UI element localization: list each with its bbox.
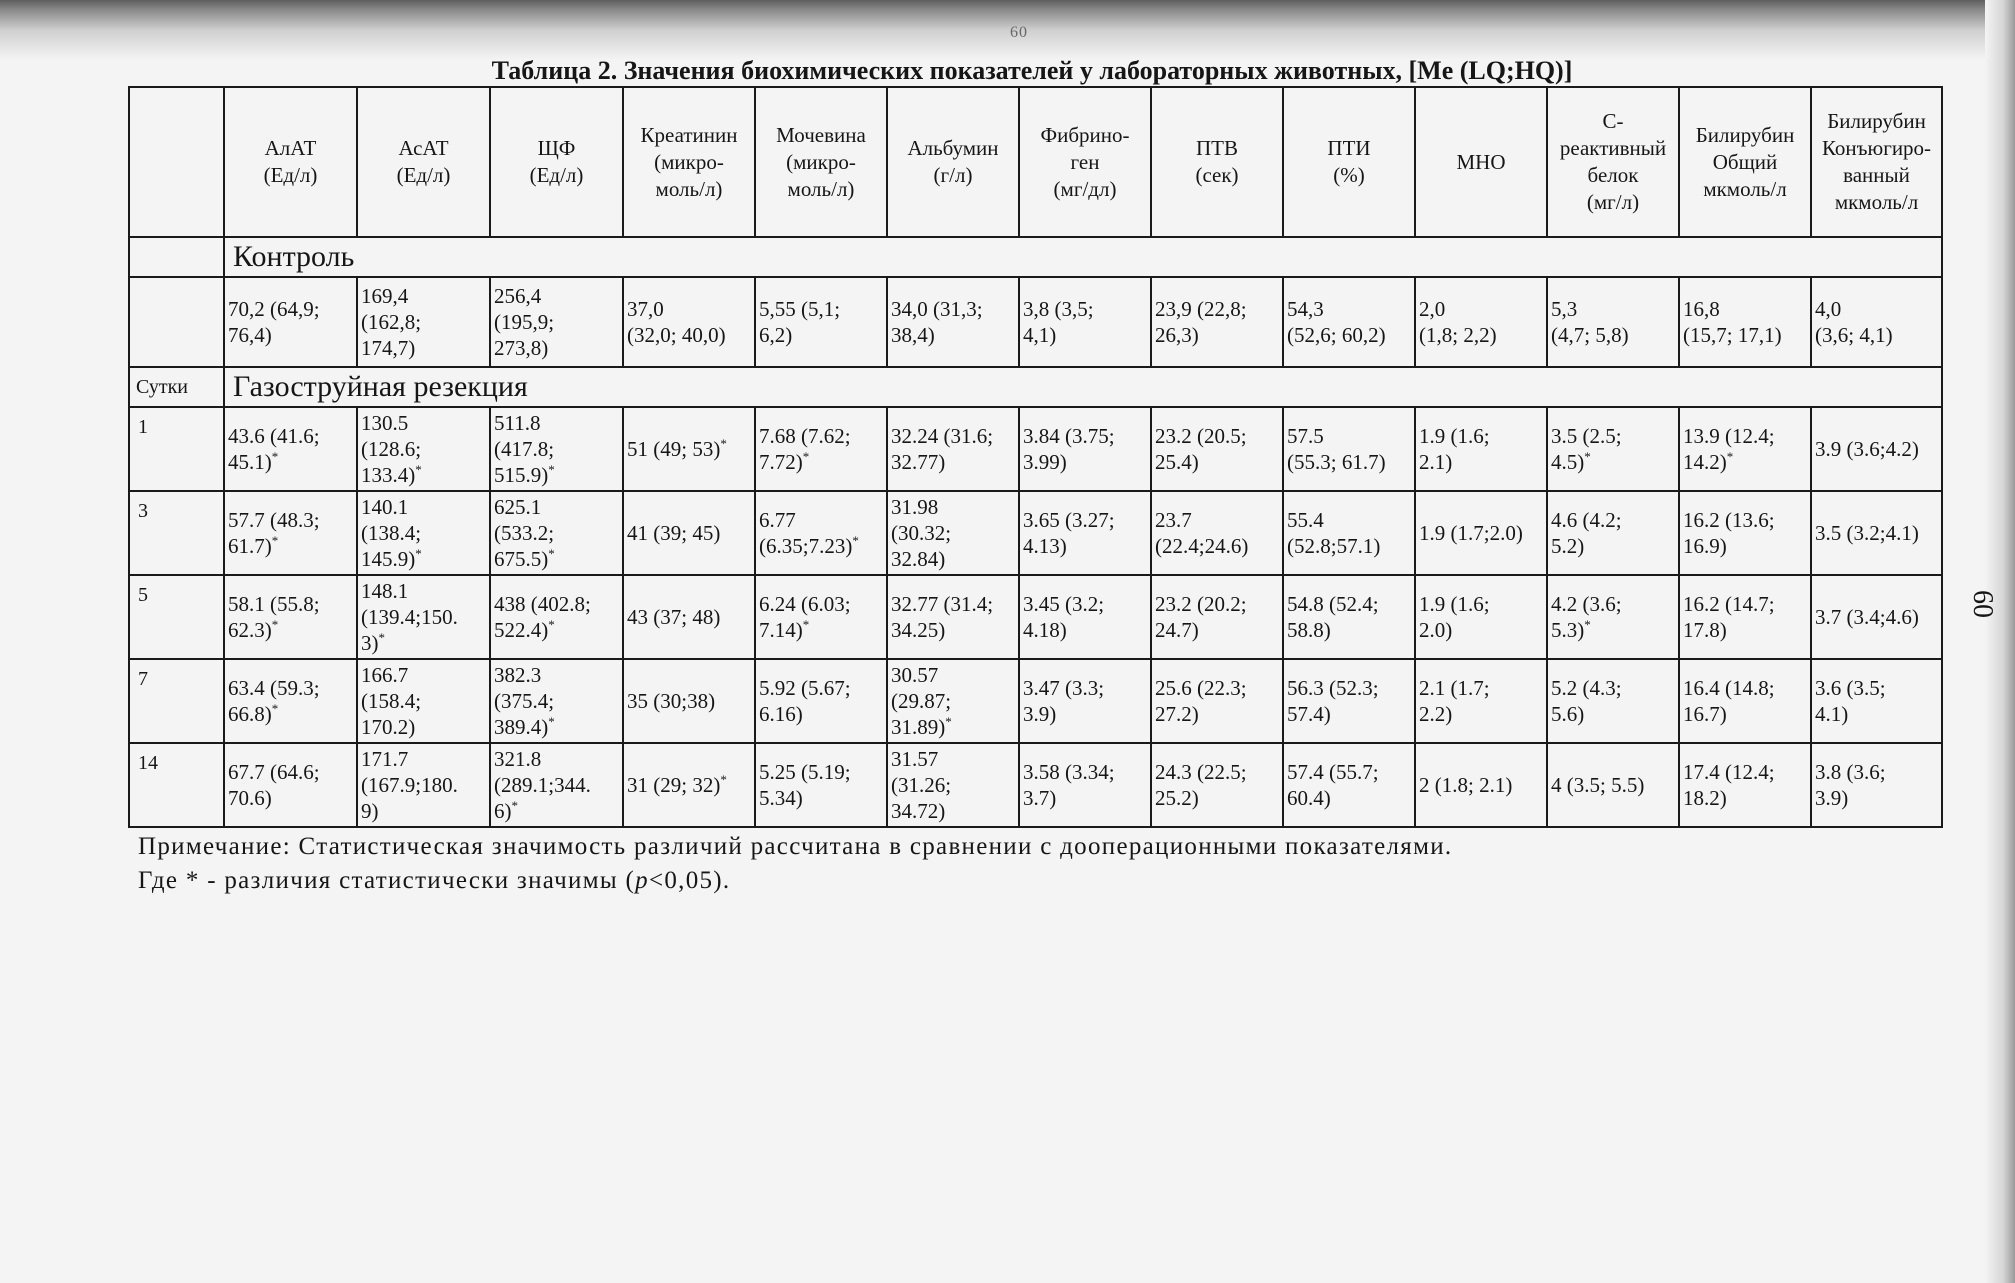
value-text: 511.8 (417.8; 515.9): [494, 411, 555, 487]
control-value-cell: 5,3 (4,7; 5,8): [1547, 277, 1679, 367]
value-text: 321.8 (289.1;344. 6): [494, 747, 591, 823]
value-cell: [224, 743, 357, 827]
value-text: 7.68 (7.62; 7.72): [759, 424, 851, 474]
value-cell: [887, 491, 1019, 575]
value-cell: [1019, 743, 1151, 827]
control-value-cell: 2,0 (1,8; 2,2): [1415, 277, 1547, 367]
significance-mark: *: [802, 449, 810, 464]
value-cell: [224, 659, 357, 743]
header-cell: Альбумин (г/л): [887, 87, 1019, 237]
day-number: 14: [129, 743, 224, 827]
value-cell: [1415, 407, 1547, 491]
value-cell: [623, 407, 755, 491]
value-text: 3.65 (3.27; 4.13): [1023, 508, 1115, 558]
value-text: 4.6 (4.2; 5.2): [1551, 508, 1622, 558]
value-cell: [490, 575, 623, 659]
control-value-cell: 5,55 (5,1; 6,2): [755, 277, 887, 367]
value-cell: [357, 491, 490, 575]
value-cell: [623, 659, 755, 743]
header-cell: Билирубин Общий мкмоль/л: [1679, 87, 1811, 237]
value-text: 17.4 (12.4; 18.2): [1683, 760, 1775, 810]
value-text: 13.9 (12.4; 14.2): [1683, 424, 1775, 474]
control-value-cell: 23,9 (22,8; 26,3): [1151, 277, 1283, 367]
group-label: Газоструйная резекция: [224, 367, 1942, 407]
value-text: 6.24 (6.03; 7.14): [759, 592, 851, 642]
value-cell: [490, 407, 623, 491]
value-cell: [224, 575, 357, 659]
value-cell: [1283, 407, 1415, 491]
table-title: Таблица 2. Значения биохимических показателей у лабораторных животных, [Me (LQ;HQ)]: [491, 56, 1573, 85]
significance-mark: *: [720, 436, 727, 451]
scan-shadow-top: [0, 0, 2015, 60]
value-cell: [1547, 491, 1679, 575]
value-cell: [1415, 743, 1547, 827]
value-text: 4 (3.5; 5.5): [1551, 773, 1645, 797]
value-text: 382.3 (375.4; 389.4): [494, 663, 555, 739]
day-number: 5: [129, 575, 224, 659]
value-text: 35 (30;38): [627, 689, 716, 713]
value-text: 1.9 (1.6; 2.1): [1419, 424, 1490, 474]
value-text: 57.4 (55.7; 60.4): [1287, 760, 1379, 810]
value-cell: [623, 743, 755, 827]
significance-mark: *: [945, 714, 952, 729]
value-cell: [1019, 491, 1151, 575]
value-text: 4.2 (3.6; 5.3): [1551, 592, 1622, 642]
header-cell: ПТИ (%): [1283, 87, 1415, 237]
value-cell: [490, 491, 623, 575]
significance-mark: *: [378, 630, 385, 645]
value-text: 67.7 (64.6; 70.6): [228, 760, 320, 810]
value-text: 16.4 (14.8; 16.7): [1683, 676, 1775, 726]
day-row: [129, 491, 1942, 575]
value-text: 23.7 (22.4;24.6): [1155, 508, 1249, 558]
value-cell: [1679, 407, 1811, 491]
control-value-cell: 16,8 (15,7; 17,1): [1679, 277, 1811, 367]
value-cell: [1547, 407, 1679, 491]
value-text: 57.7 (48.3; 61.7): [228, 508, 320, 558]
header-cell: АсАТ (Ед/л): [357, 87, 490, 237]
value-cell: [1415, 659, 1547, 743]
day-row: [129, 407, 1942, 491]
value-text: 3.8 (3.6; 3.9): [1815, 760, 1886, 810]
value-cell: [357, 575, 490, 659]
value-text: 23.2 (20.2; 24.7): [1155, 592, 1247, 642]
significance-mark: *: [802, 617, 810, 632]
significance-mark: *: [415, 462, 422, 477]
value-cell: [1547, 743, 1679, 827]
top-page-number: 60: [1010, 24, 1028, 41]
day-row: [129, 659, 1942, 743]
value-cell: [1415, 491, 1547, 575]
value-cell: [357, 743, 490, 827]
value-cell: [1019, 659, 1151, 743]
value-text: 2.1 (1.7; 2.2): [1419, 676, 1490, 726]
value-text: 32.24 (31.6; 32.77): [891, 424, 994, 474]
value-cell: [357, 407, 490, 491]
value-text: 43.6 (41.6; 45.1): [228, 424, 320, 474]
control-value-cell: 70,2 (64,9; 76,4): [224, 277, 357, 367]
note-line-2-suffix: <0,05).: [648, 867, 731, 894]
value-text: 3.5 (3.2;4.1): [1815, 521, 1919, 545]
value-cell: [755, 743, 887, 827]
value-cell: [887, 743, 1019, 827]
value-text: 3.6 (3.5; 4.1): [1815, 676, 1886, 726]
header-row: [129, 87, 1942, 237]
value-text: 63.4 (59.3; 66.8): [228, 676, 320, 726]
days-label: Сутки: [129, 367, 224, 407]
day-row: [129, 743, 1942, 827]
control-value-cell: 54,3 (52,6; 60,2): [1283, 277, 1415, 367]
control-value-cell: 37,0 (32,0; 40,0): [623, 277, 755, 367]
value-cell: [887, 407, 1019, 491]
value-cell: [623, 575, 755, 659]
value-text: 5.25 (5.19; 5.34): [759, 760, 851, 810]
header-cell: АлАТ (Ед/л): [224, 87, 357, 237]
significance-mark: *: [271, 617, 279, 632]
note-line-2: [138, 864, 1452, 898]
header-cell: Билирубин Конъюгиро- ванный мкмоль/л: [1811, 87, 1942, 237]
value-text: 3.47 (3.3; 3.9): [1023, 676, 1105, 726]
value-text: 51 (49; 53): [627, 437, 721, 461]
value-text: 55.4 (52.8;57.1): [1287, 508, 1381, 558]
value-cell: [887, 659, 1019, 743]
value-cell: [1151, 407, 1283, 491]
value-cell: [1283, 575, 1415, 659]
control-value-cell: 256,4 (195,9; 273,8): [490, 277, 623, 367]
value-text: 31 (29; 32): [627, 773, 721, 797]
value-text: 130.5 (128.6; 133.4): [361, 411, 422, 487]
value-cell: [755, 659, 887, 743]
significance-mark: *: [271, 701, 279, 716]
value-text: 58.1 (55.8; 62.3): [228, 592, 320, 642]
value-cell: [1547, 575, 1679, 659]
value-text: 3.58 (3.34; 3.7): [1023, 760, 1115, 810]
day-row: [129, 575, 1942, 659]
value-cell: [357, 659, 490, 743]
value-cell: [1019, 407, 1151, 491]
value-cell: [1679, 743, 1811, 827]
value-cell: [224, 407, 357, 491]
value-cell: [1151, 575, 1283, 659]
control-value-cell: 169,4 (162,8; 174,7): [357, 277, 490, 367]
value-text: 57.5 (55.3; 61.7): [1287, 424, 1386, 474]
value-cell: [623, 491, 755, 575]
side-page-number: 60: [1967, 590, 1998, 618]
value-text: 16.2 (14.7; 17.8): [1683, 592, 1775, 642]
group-section-row: [129, 367, 1942, 407]
value-text: 3.84 (3.75; 3.99): [1023, 424, 1115, 474]
value-text: 30.57 (29.87; 31.89): [891, 663, 952, 739]
day-number: 7: [129, 659, 224, 743]
significance-mark: *: [548, 714, 555, 729]
value-cell: [1679, 575, 1811, 659]
significance-mark: *: [548, 462, 555, 477]
value-text: 5.2 (4.3; 5.6): [1551, 676, 1622, 726]
control-value-cell: 4,0 (3,6; 4,1): [1811, 277, 1942, 367]
empty-cell: [129, 237, 224, 277]
value-text: 3.9 (3.6;4.2): [1815, 437, 1919, 461]
value-cell: [755, 575, 887, 659]
value-text: 625.1 (533.2; 675.5): [494, 495, 555, 571]
note-line-2-prefix: Где * - различия статистически значимы (: [138, 867, 636, 894]
value-text: 140.1 (138.4; 145.9): [361, 495, 422, 571]
value-cell: [490, 659, 623, 743]
header-cell: МНО: [1415, 87, 1547, 237]
value-cell: [1283, 743, 1415, 827]
value-text: 166.7 (158.4; 170.2): [361, 663, 422, 739]
header-cell: Мочевина (микро- моль/л): [755, 87, 887, 237]
value-cell: [1283, 659, 1415, 743]
value-text: 56.3 (52.3; 57.4): [1287, 676, 1379, 726]
value-cell: [490, 743, 623, 827]
value-text: 438 (402.8; 522.4): [494, 592, 591, 642]
value-text: 43 (37; 48): [627, 605, 721, 629]
significance-mark: *: [548, 617, 555, 632]
control-values-row: [129, 277, 1942, 367]
value-cell: [1679, 659, 1811, 743]
value-cell: [887, 575, 1019, 659]
header-cell: С- реактивный белок (мг/л): [1547, 87, 1679, 237]
scan-shadow-right: [1985, 0, 2015, 1283]
significance-mark: *: [548, 546, 555, 561]
value-text: 31.98 (30.32; 32.84): [891, 495, 952, 571]
control-value-cell: 34,0 (31,3; 38,4): [887, 277, 1019, 367]
note-p-symbol: p: [635, 867, 649, 894]
significance-mark: *: [1584, 617, 1591, 632]
value-cell: [1811, 659, 1942, 743]
significance-mark: *: [1726, 449, 1734, 464]
value-cell: [1547, 659, 1679, 743]
note-line-1: Примечание: Статистическая значимость различий рассчитана в сравнении с дооперационными показателями.: [138, 833, 1453, 860]
value-text: 2 (1.8; 2.1): [1419, 773, 1513, 797]
control-label: Контроль: [224, 237, 1942, 277]
value-text: 31.57 (31.26; 34.72): [891, 747, 952, 823]
value-text: 41 (39; 45): [627, 521, 721, 545]
control-value-cell: 3,8 (3,5; 4,1): [1019, 277, 1151, 367]
header-cell: [129, 87, 224, 237]
value-text: 3.5 (2.5; 4.5): [1551, 424, 1622, 474]
significance-mark: *: [415, 546, 422, 561]
significance-mark: *: [511, 798, 518, 813]
value-cell: [1151, 743, 1283, 827]
value-cell: [1679, 491, 1811, 575]
significance-mark: *: [271, 449, 279, 464]
value-cell: [755, 491, 887, 575]
value-text: 32.77 (31.4; 34.25): [891, 592, 994, 642]
value-cell: [224, 491, 357, 575]
control-section-row: [129, 237, 1942, 277]
value-cell: [1811, 575, 1942, 659]
value-text: 1.9 (1.7;2.0): [1419, 521, 1523, 545]
value-text: 16.2 (13.6; 16.9): [1683, 508, 1775, 558]
day-number: 1: [129, 407, 224, 491]
header-cell: Фибрино- ген (мг/дл): [1019, 87, 1151, 237]
value-cell: [1415, 575, 1547, 659]
header-cell: ЩФ (Ед/л): [490, 87, 623, 237]
value-cell: [1151, 659, 1283, 743]
value-text: 6.77 (6.35;7.23): [759, 508, 853, 558]
value-text: 3.7 (3.4;4.6): [1815, 605, 1919, 629]
value-cell: [1811, 491, 1942, 575]
header-cell: ПТВ (сек): [1151, 87, 1283, 237]
significance-mark: *: [1584, 449, 1591, 464]
value-text: 54.8 (52.4; 58.8): [1287, 592, 1379, 642]
value-text: 24.3 (22.5; 25.2): [1155, 760, 1247, 810]
value-text: 171.7 (167.9;180. 9): [361, 747, 458, 823]
value-text: 3.45 (3.2; 4.18): [1023, 592, 1105, 642]
value-text: 23.2 (20.5; 25.4): [1155, 424, 1247, 474]
empty-cell: [129, 277, 224, 367]
biochem-table: [128, 86, 1943, 828]
value-cell: [1811, 743, 1942, 827]
value-text: 5.92 (5.67; 6.16): [759, 676, 851, 726]
value-text: 148.1 (139.4;150. 3): [361, 579, 458, 655]
significance-mark: *: [271, 533, 279, 548]
header-cell: Креатинин (микро- моль/л): [623, 87, 755, 237]
value-cell: [1811, 407, 1942, 491]
table-note: [138, 830, 1452, 898]
value-cell: [1151, 491, 1283, 575]
value-text: 25.6 (22.3; 27.2): [1155, 676, 1247, 726]
value-cell: [1019, 575, 1151, 659]
day-number: 3: [129, 491, 224, 575]
significance-mark: *: [720, 772, 727, 787]
value-text: 1.9 (1.6; 2.0): [1419, 592, 1490, 642]
value-cell: [1283, 491, 1415, 575]
value-cell: [755, 407, 887, 491]
significance-mark: *: [852, 533, 859, 548]
